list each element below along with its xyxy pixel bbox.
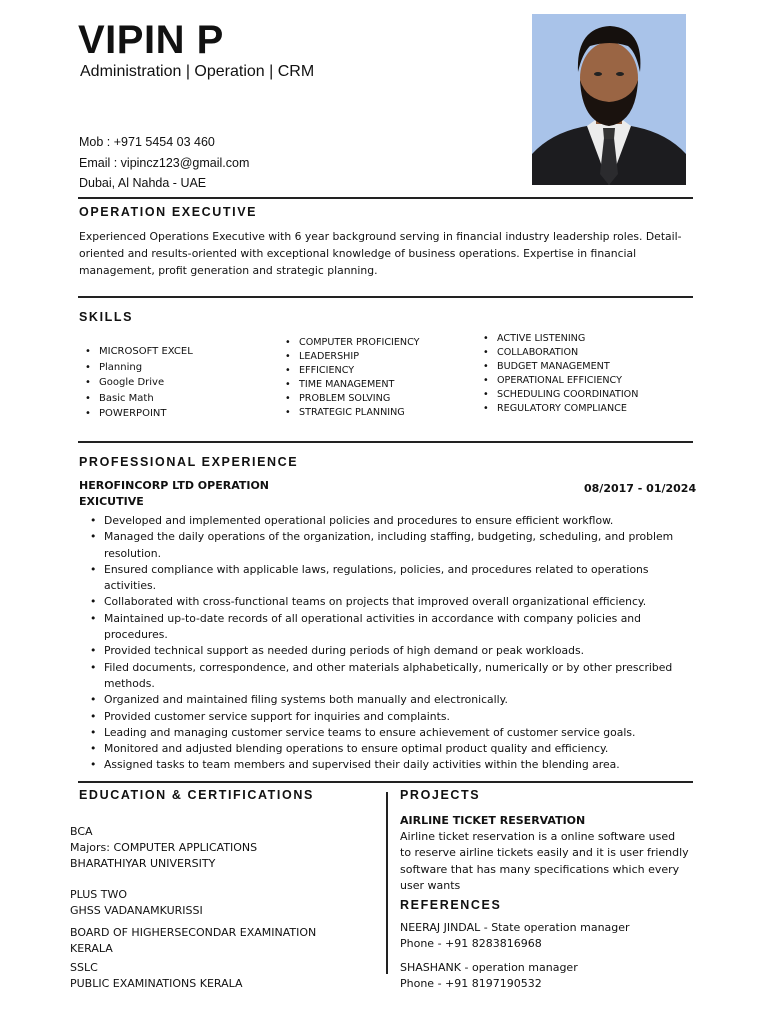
- degree-name: SSLC: [70, 961, 98, 974]
- project-description-line: software that has many specifications which every: [400, 862, 680, 876]
- board-state: KERALA: [70, 942, 113, 955]
- mobile-number: Mob : +971 5454 03 460: [79, 135, 215, 149]
- experience-item: • Organized and maintained filing systems both manually and electronically.: [84, 692, 702, 708]
- email-address: Email : vipincz123@gmail.com: [79, 156, 250, 170]
- experience-item: • Assigned tasks to team members and supervised their daily activities within the blending area.: [84, 757, 702, 773]
- project-description-line: to reserve airline tickets easily and it is user friendly: [400, 846, 689, 860]
- skill-item: • REGULATORY COMPLIANCE: [477, 402, 638, 416]
- experience-item: • Filed documents, correspondence, and other materials alphabetically, numerically or by other prescribed methods.: [84, 660, 702, 693]
- divider: [78, 296, 693, 298]
- skill-item: • Planning: [79, 360, 193, 376]
- experience-item: • Developed and implemented operational policies and procedures to ensure efficient workflow.: [84, 513, 702, 529]
- candidate-name: VIPIN P: [78, 18, 224, 62]
- skill-item: • PROBLEM SOLVING: [279, 392, 419, 406]
- reference-name: SHASHANK - operation manager: [400, 961, 578, 974]
- skills-column-2: [279, 336, 419, 421]
- company-name: HEROFINCORP LTD OPERATION: [79, 479, 270, 492]
- school-name: GHSS VADANAMKURISSI: [70, 904, 203, 917]
- skill-item: • OPERATIONAL EFFICIENCY: [477, 374, 638, 388]
- divider: [78, 781, 693, 783]
- skill-item: • LEADERSHIP: [279, 350, 419, 364]
- projects-title: PROJECTS: [400, 788, 481, 802]
- skill-item: • MICROSOFT EXCEL: [79, 344, 193, 360]
- reference-phone: Phone - +91 8283816968: [400, 937, 542, 951]
- experience-item: • Monitored and adjusted blending operations to ensure optimal product quality and efficiency.: [84, 741, 702, 757]
- divider: [78, 197, 693, 199]
- education-bca: [70, 824, 257, 872]
- skill-item: • POWERPOINT: [79, 406, 193, 422]
- skill-item: • Basic Math: [79, 391, 193, 407]
- divider: [78, 441, 693, 443]
- reference-2: [400, 960, 700, 992]
- experience-item: • Managed the daily operations of the organization, including staffing, budgeting, scheduling, and problem resolution.: [84, 529, 702, 562]
- reference-name: NEERAJ JINDAL - State operation manager: [400, 921, 630, 934]
- skills-column-3: [477, 332, 638, 417]
- skill-item: • ACTIVE LISTENING: [477, 332, 638, 346]
- summary-title: OPERATION EXECUTIVE: [79, 205, 258, 219]
- project-name: AIRLINE TICKET RESERVATION: [400, 814, 586, 827]
- candidate-tagline: Administration | Operation | CRM: [80, 63, 315, 80]
- skill-item: • EFFICIENCY: [279, 364, 419, 378]
- experience-item: • Provided technical support as needed during periods of high demand or peak workloads.: [84, 643, 702, 659]
- board-name: PUBLIC EXAMINATIONS KERALA: [70, 977, 243, 990]
- experience-bullets: [84, 513, 702, 774]
- skill-item: • TIME MANAGEMENT: [279, 378, 419, 392]
- education-sslc: [70, 960, 243, 992]
- profile-photo: [532, 14, 686, 185]
- degree-major: Majors: COMPUTER APPLICATIONS: [70, 841, 258, 854]
- summary-text: Experienced Operations Executive with 6 year background serving in financial industry leadership roles. Detail-oriented and results-oriented with exceptional knowledge of business operations. Expertise in financial management, profit generation and strategic planning.: [79, 230, 682, 277]
- skill-item: • Google Drive: [79, 375, 193, 391]
- board-name: BOARD OF HIGHERSECONDAR EXAMINATION: [70, 926, 317, 939]
- skill-item: • STRATEGIC PLANNING: [279, 406, 419, 420]
- project-description-line: Airline ticket reservation is a online software used: [400, 830, 676, 844]
- education-plus-two: [70, 887, 316, 957]
- project-entry: [400, 813, 700, 894]
- education-title: EDUCATION & CERTIFICATIONS: [79, 788, 314, 802]
- degree-name: BCA: [70, 825, 93, 838]
- job-role: EXICUTIVE: [79, 495, 144, 508]
- reference-phone: Phone - +91 8197190532: [400, 977, 542, 991]
- job-dates: 08/2017 - 01/2024: [584, 482, 697, 495]
- project-description-line: user wants: [400, 878, 461, 892]
- experience-item: • Maintained up-to-date records of all operational activities in accordance with company policies and procedures.: [84, 611, 702, 644]
- job-title: [79, 478, 319, 510]
- references-title: REFERENCES: [400, 898, 502, 912]
- skill-item: • BUDGET MANAGEMENT: [477, 360, 638, 374]
- reference-1: [400, 920, 700, 952]
- column-divider: [386, 792, 388, 974]
- experience-item: • Collaborated with cross-functional teams on projects that improved overall organizational efficiency.: [84, 594, 702, 610]
- skills-title: SKILLS: [79, 310, 134, 324]
- experience-item: • Leading and managing customer service teams to ensure achievement of customer service goals.: [84, 725, 702, 741]
- degree-name: PLUS TWO: [70, 888, 127, 901]
- experience-title: PROFESSIONAL EXPERIENCE: [79, 455, 299, 469]
- location: Dubai, Al Nahda - UAE: [79, 176, 207, 190]
- skill-item: • SCHEDULING COORDINATION: [477, 388, 638, 402]
- skill-item: • COLLABORATION: [477, 346, 638, 360]
- skill-item: • COMPUTER PROFICIENCY: [279, 336, 419, 350]
- experience-item: • Provided customer service support for inquiries and complaints.: [84, 709, 702, 725]
- experience-item: • Ensured compliance with applicable laws, regulations, policies, and procedures related to operations activities.: [84, 562, 702, 595]
- degree-university: BHARATHIYAR UNIVERSITY: [70, 857, 216, 870]
- skills-column-1: [79, 344, 193, 422]
